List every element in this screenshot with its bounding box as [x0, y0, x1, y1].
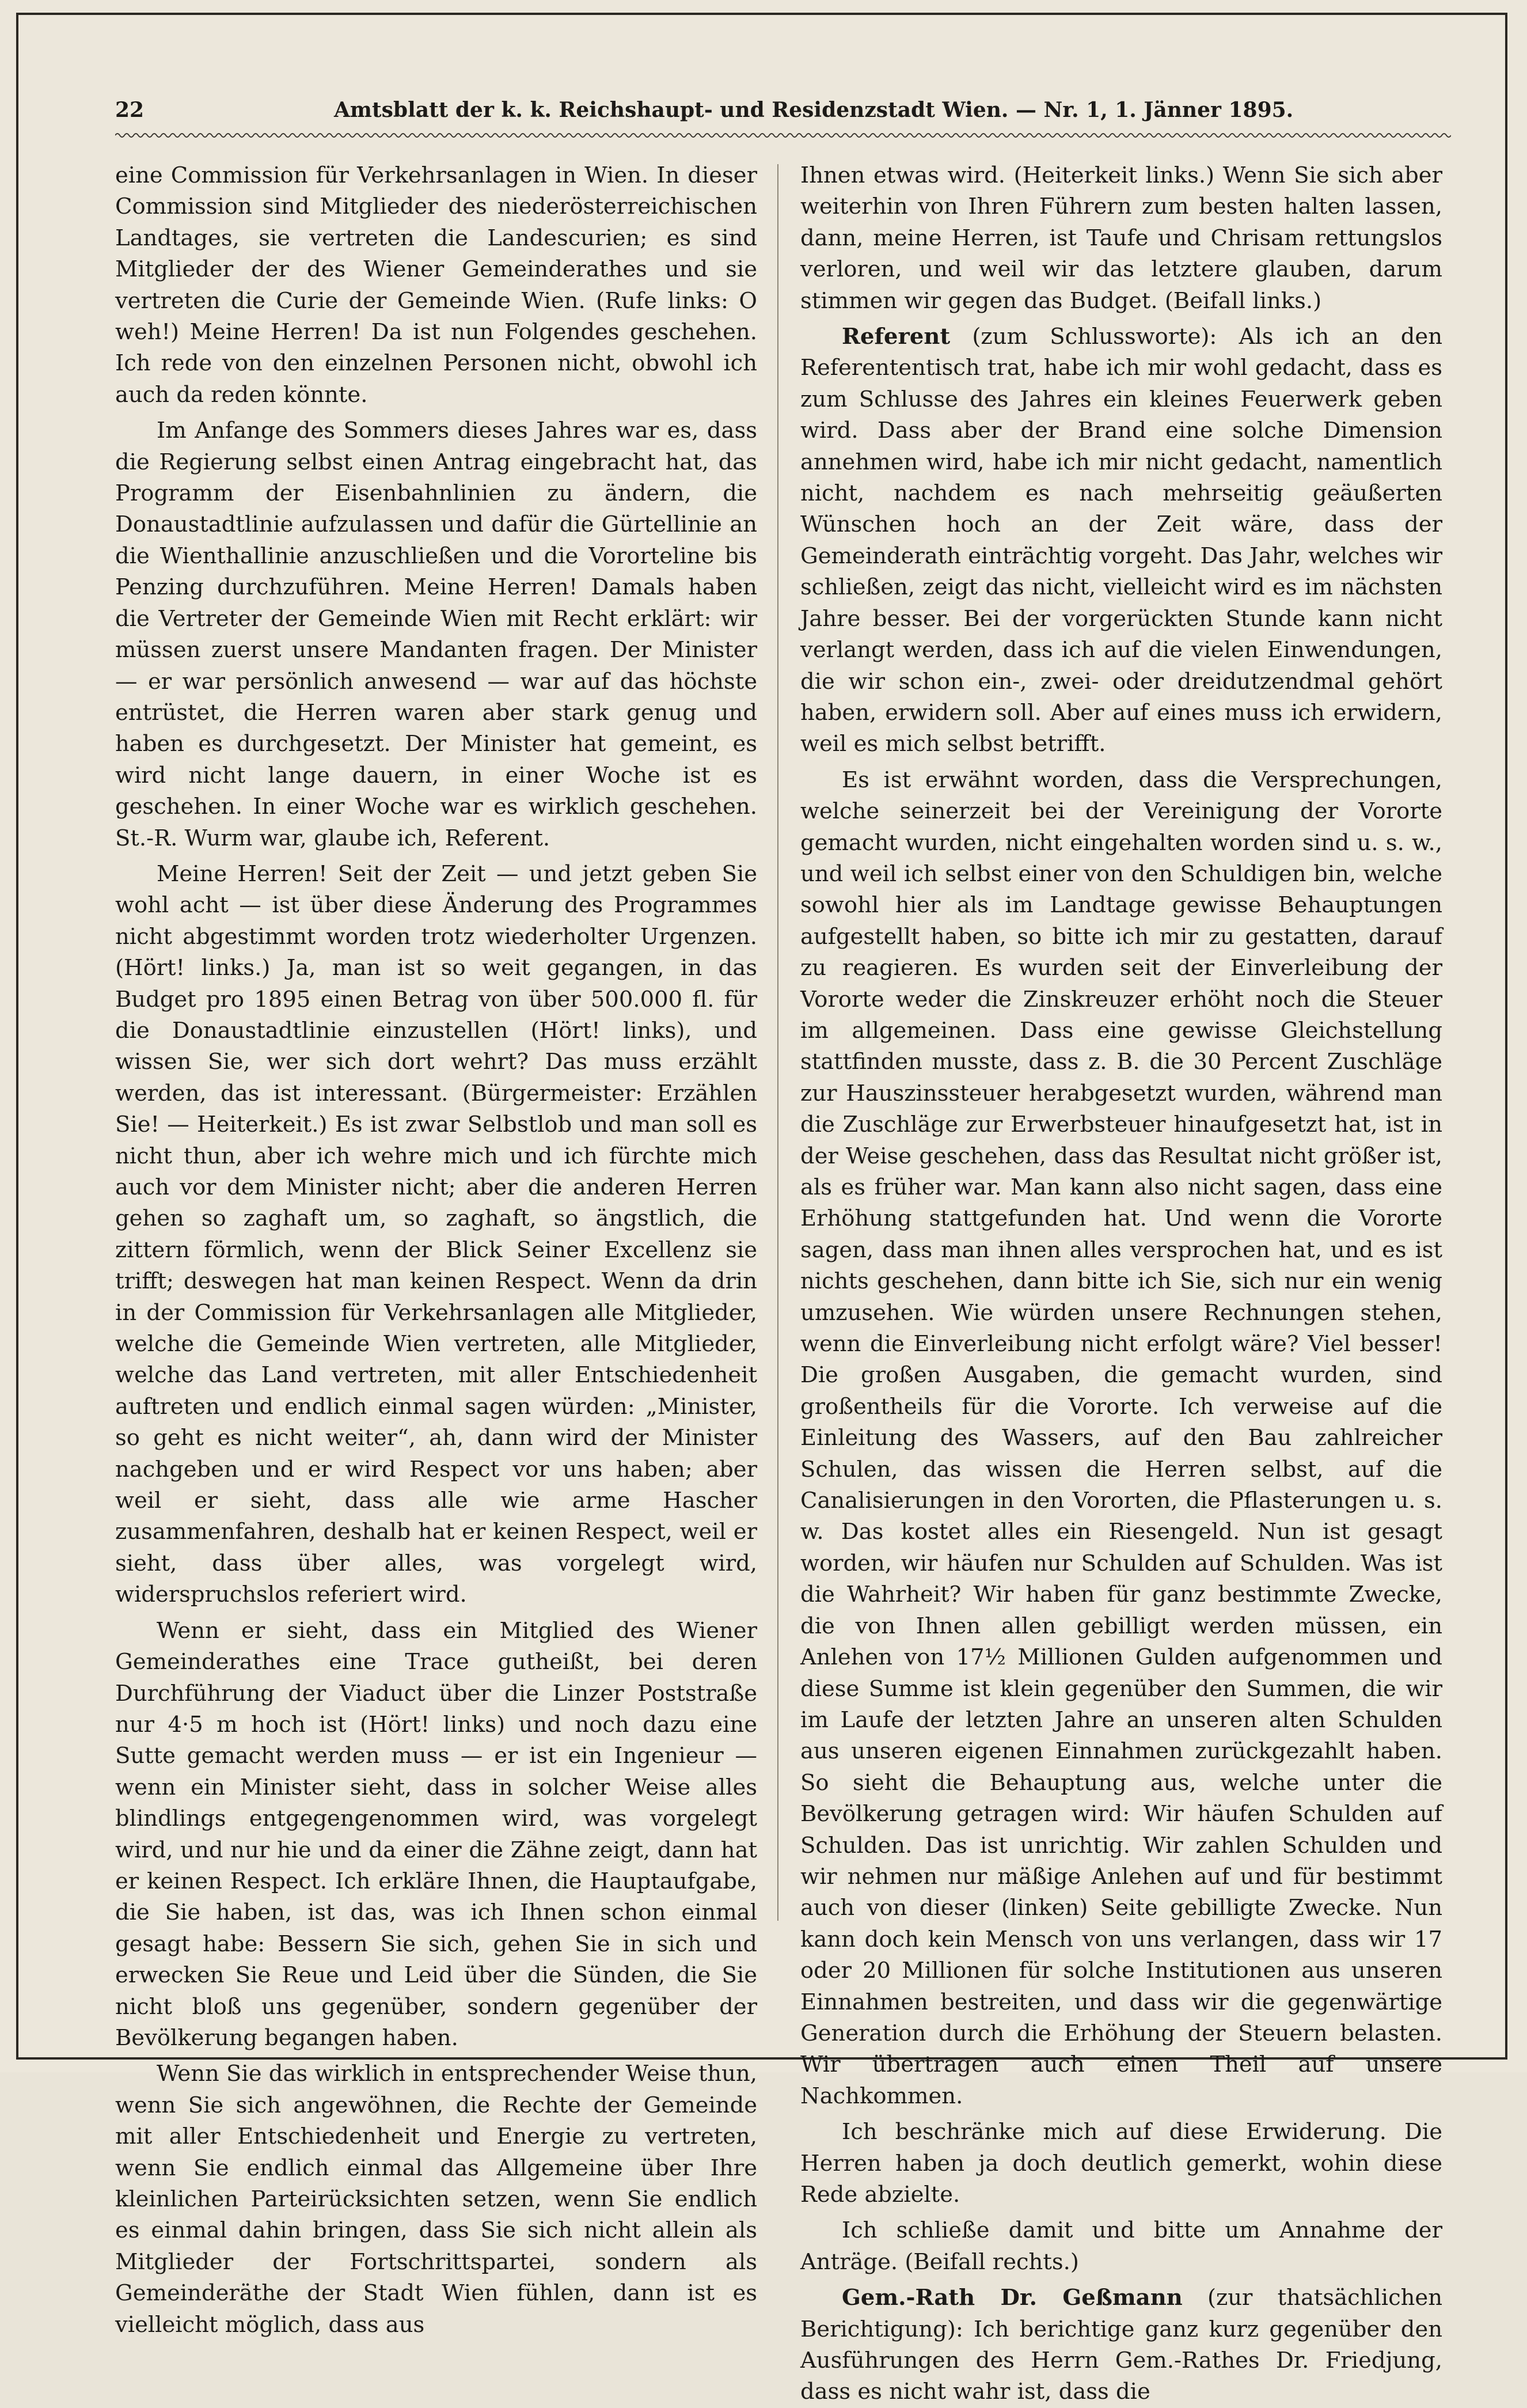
paragraph: Wenn er sieht, dass ein Mitglied des Wiener Gemeinderathes eine Trace gutheißt, bei deren Durchführung der Viaduct über die Linzer Poststraße nur 4·5 m hoch ist (Hört! links) und noch dazu eine Sutte gemacht werden muss — er ist ein Ingenieur — wenn ein Minister sieht, dass in solcher Weise alles blindlings entgegengenommen wird, was vorgelegt wird, und nur hie und da einer die Zähne zeigt, dann hat er keinen Respect. Ich erkläre Ihnen, die Hauptaufgabe, die Sie haben, ist das, was ich Ihnen schon einmal gesagt habe: Bessern Sie sich, gehen Sie in sich und erwecken Sie Reue und Leid über die Sünden, die Sie nicht bloß uns gegenüber, sondern gegenüber der Bevölkerung begangen haben. [115, 1617, 757, 2051]
running-title: Amtsblatt der k. k. Reichshaupt- und Residenzstadt Wien. — Nr. 1, 1. Jänner 1895. [334, 98, 1294, 122]
paragraph-text: Ich schließe damit und bitte um Annahme der Anträge. (Beifall rechts.) [800, 2217, 1442, 2275]
speaker-paragraph [800, 2282, 1442, 2408]
page-number: 22 [115, 98, 145, 122]
paragraph [800, 765, 1442, 2112]
paragraph-text: Es ist erwähnt worden, dass die Versprechungen, welche seinerzeit bei der Vereinigung der Vororte gemacht wurden, nicht eingehalten worden sind u. s. w., und weil ich selbst einer von den Schuldigen bin, welche sowohl hier als im Landtage gewisse Behauptungen aufgestellt haben, so bitte ich mir zu gestatten, darauf zu reagieren. Es wurden seit der Einverleibung der Vororte weder die Zinskreuzer erhöht noch die Steuer im allgemeinen. Dass eine gewisse Gleichstellung stattfinden musste, dass z. B. die 30 Percent Zuschläge zur Hauszinssteuer herabgesetzt wurden, während man die Zuschläge zur Erwerbsteuer hinaufgesetzt hat, ist in der Weise geschehen, dass das Resultat nicht größer ist, als es früher war. Man kann also nicht sagen, dass eine Erhöhung stattgefunden hat. Und wenn die Vororte sagen, dass man ihnen alles versprochen hat, und es ist nichts geschehen, dann bitte ich Sie, sich nur ein wenig umzusehen. Wie würden unsere Rechnungen stehen, wenn die Einverleibung nicht erfolgt wäre? Viel besser! Die großen Ausgaben, die gemacht wurden, sind großentheils für die Vororte. Ich verweise auf die Einleitung des Wassers, auf den Bau zahlreicher Schulen, das wissen die Herren selbst, auf die Canalisierungen in den Vororten, die Pflasterungen u. s. w. Das kostet alles ein Riesengeld. Nun ist gesagt worden, wir häufen nur Schulden auf Schulden. Was ist die Wahrheit? Wir haben für ganz bestimmte Zwecke, die von Ihnen allen gebilligt werden müssen, ein Anlehen von 17½ Millionen Gulden aufgenommen und diese Summe ist klein gegenüber den Summen, die wir im Laufe der letzten Jahre an unseren alten Schulden aus unseren eigenen Einnahmen zurückgezahlt haben. So sieht die Behauptung aus, welche unter die Bevölkerung getragen wird: Wir häufen Schulden auf Schulden. Das ist unrichtig. Wir zahlen Schulden und wir nehmen nur mäßige Anlehen auf und für bestimmt auch von dieser (linken) Seite gebilligte Zwecke. Nun kann doch kein Mensch von uns verlangen, dass wir 17 oder 20 Millionen für solche Institutionen aus unseren Einnahmen bestreiten, und dass wir die gegenwärtige Generation durch die Erhöhung der Steuern belasten. Wir übertragen auch einen Theil auf unsere Nachkommen. [800, 767, 1442, 2109]
left-column [115, 160, 757, 2341]
speaker-paragraph [800, 321, 1442, 760]
paragraph: eine Commission für Verkehrsanlagen in Wien. In dieser Commission sind Mitglieder des niederösterreichischen Landtages, sie vertreten die Landescurien; es sind Mitglieder der des Wiener Gemeinderathes und sie vertreten die Curie der Gemeinde Wien. (Rufe links: O weh!) Meine Herren! Da ist nun Folgendes geschehen. Ich rede von den einzelnen Personen nicht, obwohl ich auch da reden könnte. [115, 162, 757, 408]
paragraph: Wenn Sie das wirklich in entsprechender Weise thun, wenn Sie sich angewöhnen, die Rechte der Gemeinde mit aller Entschiedenheit und Energie zu vertreten, wenn Sie endlich einmal das Allgemeine über Ihre kleinlichen Parteirücksichten setzen, wenn Sie endlich es einmal dahin bringen, dass Sie sich nicht allein als Mitglieder der Fortschrittspartei, sondern als Gemeinderäthe der Stadt Wien fühlen, dann ist es vielleicht möglich, dass aus [115, 2061, 757, 2338]
paragraph: Meine Herren! Seit der Zeit — und jetzt geben Sie wohl acht — ist über diese Änderung des Programmes nicht abgestimmt worden trotz wiederholter Urgenzen. (Hört! links.) Ja, man ist so weit gegangen, in das Budget pro 1895 einen Betrag von über 500.000 fl. für die Donaustadtlinie einzustellen (Hört! links), und wissen Sie, wer sich dort wehrt? Das muss erzählt werden, das ist interessant. (Bürgermeister: Erzählen Sie! — Heiterkeit.) Es ist zwar Selbstlob und man soll es nicht thun, aber ich wehre mich und ich fürchte mich auch vor dem Minister nicht; aber die anderen Herren gehen so zaghaft um, so zaghaft, so ängstlich, die zittern förmlich, wenn der Blick Seiner Excellenz sie trifft; deswegen hat man keinen Respect. Wenn da drin in der Commission für Verkehrsanlagen alle Mitglieder, welche die Gemeinde Wien vertreten, alle Mitglieder, welche das Land vertreten, mit aller Entschiedenheit auftreten und endlich einmal sagen würden: „Minister, so geht es nicht weiter“, ah, dann wird der Minister nachgeben und er wird Respect vor uns haben; aber weil er sieht, dass alle wie arme Hascher zusammenfahren, deshalb hat er keinen Respect, weil er sieht, dass über alles, was vorgelegt wird, widerspruchslos referiert wird. [115, 860, 757, 1608]
paragraph [800, 2117, 1442, 2210]
speaker-name: Referent [842, 324, 951, 350]
paragraph [800, 2215, 1442, 2278]
paragraph-text: (zur thatsächlichen Berichtigung): Ich berichtige ganz kurz gegenüber den Ausführungen des Herrn Gem.-Rathes Dr. Friedjung, dass es nicht wahr ist, dass die [800, 2285, 1443, 2405]
column-divider [777, 164, 778, 1921]
paragraph [800, 160, 1442, 317]
header-wavy-rule [115, 131, 1451, 139]
right-column [800, 160, 1442, 2408]
speaker-name: Gem.-Rath Dr. Geßmann [842, 2285, 1183, 2311]
paragraph-text: Ihnen etwas wird. (Heiterkeit links.) Wenn Sie sich aber weiterhin von Ihren Führern zum besten halten lassen, dann, meine Herren, ist Taufe und Chrisam rettungslos verloren, und weil wir das letztere glauben, darum stimmen wir gegen das Budget. (Beifall links.) [800, 162, 1442, 314]
page-header [115, 92, 1451, 132]
paragraph: Im Anfange des Sommers dieses Jahres war es, dass die Regierung selbst einen Antrag eingebracht hat, das Programm der Eisenbahnlinien zu ändern, die Donaustadtlinie aufzulassen und dafür die Gürtellinie an die Wienthallinie anzuschließen und die Vororteline bis Penzing durchzuführen. Meine Herren! Damals haben die Vertreter der Gemeinde Wien mit Recht erklärt: wir müssen zuerst unsere Mandanten fragen. Der Minister — er war persönlich anwesend — war auf das höchste entrüstet, die Herren waren aber stark genug und haben es durchgesetzt. Der Minister hat gemeint, es wird nicht lange dauern, in einer Woche ist es geschehen. In einer Woche war es wirklich geschehen. St.-R. Wurm war, glaube ich, Referent. [115, 418, 757, 851]
paragraph-text: (zum Schlussworte): Als ich an den Referententisch trat, habe ich mir wohl gedacht, dass es zum Schlusse des Jahres ein kleines Feuerwerk geben wird. Dass aber der Brand eine solche Dimension annehmen wird, habe ich mir nicht gedacht, namentlich nicht, nachdem es nach mehrseitig geäußerten Wünschen hoch an der Zeit wäre, dass der Gemeinderath einträchtig vorgeht. Das Jahr, welches wir schließen, zeigt das nicht, vielleicht wird es im nächsten Jahre besser. Bei der vorgerückten Stunde kann nicht verlangt werden, dass ich auf die vielen Einwendungen, die wir schon ein-, zwei- oder dreidutzendmal gehört haben, erwidern soll. Aber auf eines muss ich erwidern, weil es mich selbst betrifft. [800, 324, 1442, 757]
paragraph-text: Ich beschränke mich auf diese Erwiderung. Die Herren haben ja doch deutlich gemerkt, wohin diese Rede abzielte. [800, 2119, 1442, 2208]
